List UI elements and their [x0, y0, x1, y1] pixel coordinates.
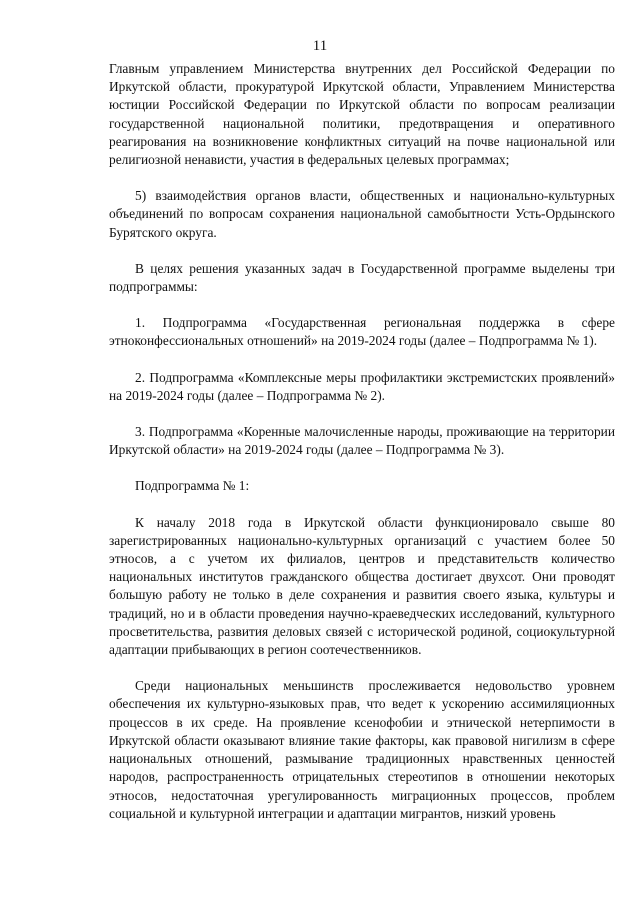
section-heading-subprogram-1: Подпрограмма № 1:	[135, 478, 250, 494]
paragraph-subprograms-intro: В целях решения указанных задач в Государственной программе выделены три подпрограммы:	[109, 260, 615, 295]
document-body	[109, 60, 615, 823]
paragraph-subprogram-3: 3. Подпрограмма «Коренные малочисленные народы, проживающие на территории Иркутской области» на 2019-2024 годы (далее – Подпрограмма № 3).	[109, 424, 615, 458]
paragraph-item-5: 5) взаимодействия органов власти, общественных и национально-культурных объединений по вопросам сохранения национальной самобытности Усть-Ордынского Бурятского округа.	[109, 188, 615, 240]
paragraph-agencies-continuation: Главным управлением Министерства внутренних дел Российской Федерации по Иркутской области, прокуратурой Иркутской области, Управлением Министерства юстиции Российской Федерации по Иркутской области по вопросам реализации государственной национальной политики, предотвращения и оперативного реагирования на возникновение конфликтных ситуаций на почве национальной или религиозной ненависти, участия в федеральных целевых программах;	[109, 61, 615, 168]
paragraph-organizations: К началу 2018 года в Иркутской области функционировало свыше 80 зарегистрированных национально-культурных организаций с участием более 50 этносов, а с учетом их филиалов, центров и представительств количество национальных институтов гражданского общества достигает двухсот. Они проводят большую работу не только в деле сохранения и развития своего языка, культуры и традиций, но и в области проведения научно-краеведческих исследований, культурного просветительства, развития деловых связей с исторической родиной, социокультурной адаптации прибывающих в регион соотечественников.	[109, 514, 615, 658]
page-number: 11	[312, 38, 328, 54]
paragraph-minorities: Среди национальных меньшинств прослеживается недовольство уровнем обеспечения их культурно-языковых прав, что ведет к ускорению ассимиляционных процессов в их среде. На проявление ксенофобии и этнической нетерпимости в Иркутской области оказывают влияние такие факторы, как правовой нигилизм в сфере национальных отношений, размывание традиционных нравственных ценностей народов, распространенность отрицательных стереотипов в отношении некоторых этносов, недостаточная урегулированность миграционных процессов, проблем социальной и культурной интеграции и адаптации мигрантов, низкий уровень	[109, 678, 615, 821]
paragraph-subprogram-2: 2. Подпрограмма «Комплексные меры профилактики экстремистских проявлений» на 2019-2024 годы (далее – Подпрограмма № 2).	[109, 369, 615, 403]
paragraph-subprogram-1: 1. Подпрограмма «Государственная региональная поддержка в сфере этноконфессиональных отношений» на 2019-2024 годы (далее – Подпрограмма № 1).	[109, 315, 615, 349]
